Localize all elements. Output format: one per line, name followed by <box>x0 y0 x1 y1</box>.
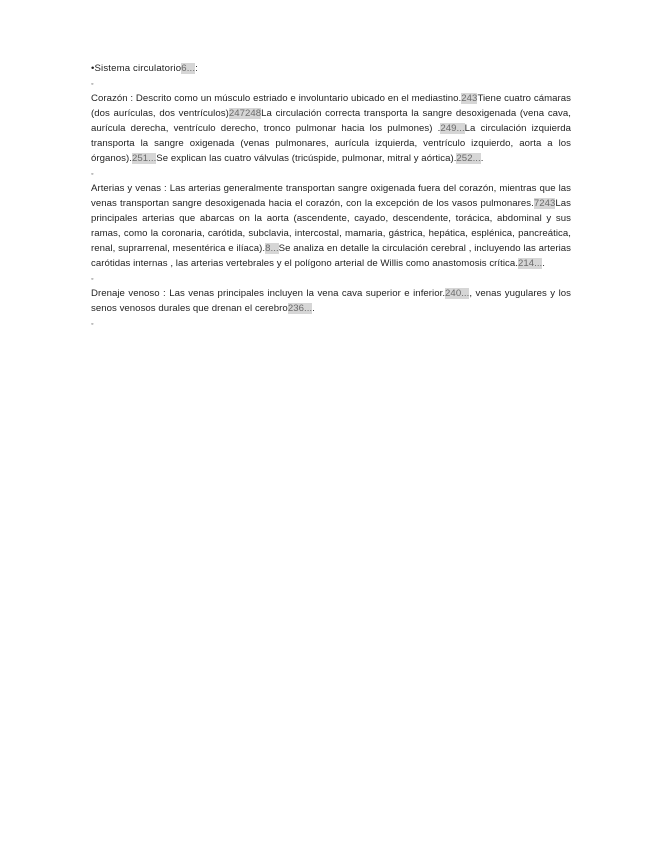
section-title-reference[interactable]: 6... <box>181 63 196 74</box>
paragraph-arteries-veins <box>91 181 571 271</box>
citation-reference[interactable]: 7243 <box>533 198 556 209</box>
citation-reference[interactable]: 251... <box>131 153 157 164</box>
paragraph-text: Drenaje venoso : Las venas principales incluyen la vena cava superior e inferior. <box>91 288 446 299</box>
paragraph-heart <box>91 91 571 166</box>
paragraph-text: Se analiza en detalle la circulación cerebral , incluyendo las arterias carótidas internas , las arterias vertebrales y el polígono arterial de Willis como anastomosis crítica. <box>91 243 571 269</box>
paragraph-text: . <box>480 153 484 164</box>
paragraph-venous-drainage <box>91 286 571 316</box>
bullet-circle-icon: ◦ <box>91 321 94 328</box>
paragraph-text: Corazón : Descrito como un músculo estriado e involuntario ubicado en el mediastino. <box>91 93 462 104</box>
bullet-circle-icon: ◦ <box>91 276 94 283</box>
paragraph-text: , venas yugulares y los senos venosos durales que drenan el cerebro <box>91 288 571 314</box>
citation-reference[interactable]: 249... <box>440 123 465 134</box>
paragraph-text: La circulación izquierda transporta la sangre oxigenada (venas pulmonares, aurícula izquierda, ventrículo izquierdo, aorta a los órganos). <box>91 123 571 164</box>
paragraph-text: La circulación correcta transporta la sangre desoxigenada (vena cava, aurícula derecha, ventrículo derecho, tronco pulmonar hacia los pulmones) . <box>91 108 572 134</box>
paragraph-text: . <box>312 303 315 314</box>
paragraph-text: Arterias y venas : Las arterias generalmente transportan sangre oxigenada fuera del corazón, mientras que las venas transportan sangre desoxigenada hacia el corazón, con la excepción de los vasos pulmonares. <box>91 183 571 209</box>
section-title-colon: : <box>195 63 198 74</box>
paragraph-text: Las principales arterias que abarcas on la aorta (ascendente, cayado, descendente, torácica, abdominal y sus ramas, como la coronaria, carótida, subclavia, intercostal, mamaria, gástrica, hepática, esplénica, pancreática, renal, suprarrenal, mesentérica e ilíaca). <box>91 198 571 254</box>
citation-reference[interactable]: 214... <box>517 258 543 269</box>
paragraph-text: Tiene cuatro cámaras (dos aurículas, dos ventrículos) <box>91 93 571 119</box>
document-page <box>91 61 571 331</box>
citation-reference[interactable]: 240... <box>445 288 470 299</box>
citation-reference[interactable]: 243 <box>461 93 478 104</box>
citation-reference[interactable]: 236... <box>287 303 313 314</box>
citation-reference[interactable]: 8... <box>265 243 279 254</box>
section-title: •Sistema circulatorio <box>91 63 182 74</box>
paragraph-text: . <box>542 258 545 269</box>
section-heading <box>91 61 571 76</box>
citation-reference[interactable]: 247248 <box>228 108 262 119</box>
bullet-circle-icon: ◦ <box>91 81 94 88</box>
bullet-circle-icon: ◦ <box>91 171 94 178</box>
paragraph-text: Se explican las cuatro válvulas (tricúspide, pulmonar, mitral y aórtica). <box>156 153 457 164</box>
citation-reference[interactable]: 252... <box>456 153 481 164</box>
